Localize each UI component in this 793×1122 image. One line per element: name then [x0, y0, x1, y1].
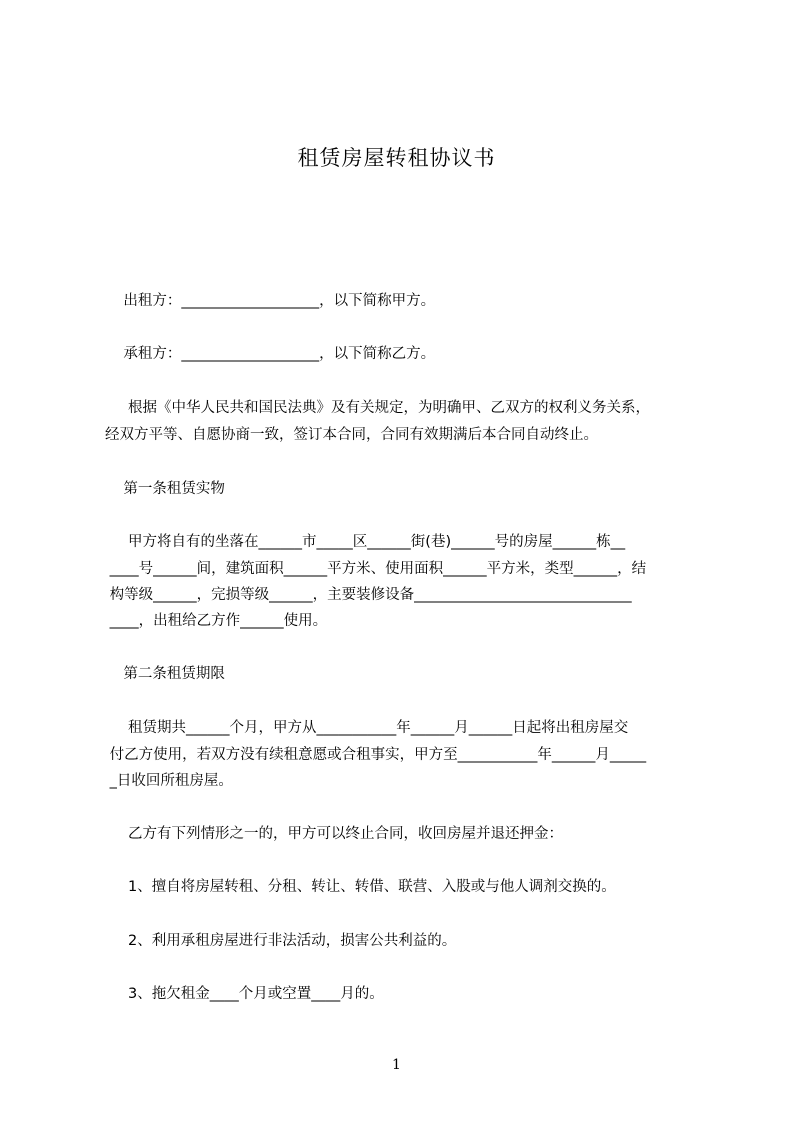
termination-item-2: 2、利用承租房屋进行非法活动，损害公共利益的。 [105, 933, 457, 949]
article-1-line-4: ____，出租给乙方作______使用。 [105, 613, 328, 629]
document-title: 租赁房屋转租协议书 [297, 146, 496, 170]
termination-item-3: 3、拖欠租金____个月或空置____月的。 [105, 986, 384, 1002]
article-1-line-2: ____号______间，建筑面积______平方米、使用面积______平方米，类型______，结 [105, 561, 647, 577]
article-2-line-3: _日收回所租房屋。 [105, 773, 233, 789]
lessee-line: 承租方：___________________，以下简称乙方。 [105, 346, 436, 362]
termination-item-1: 1、擅自将房屋转租、分租、转让、转借、联营、入股或与他人调剂交换的。 [105, 879, 616, 895]
article-2-line-2: 付乙方使用，若双方没有续租意愿或合租事实，甲方至___________年______月_____ [105, 747, 647, 763]
page-number: 1 [392, 1057, 401, 1073]
preamble-line-1: 根据《中华人民共和国民法典》及有关规定，为明确甲、乙双方的权利义务关系， [105, 400, 651, 416]
article-1-line-1: 甲方将自有的坐落在______市_____区______街(巷)______号的房屋______栋__ [105, 534, 626, 550]
lessor-line: 出租方：___________________，以下简称甲方。 [105, 293, 436, 309]
article-2-line-1: 租赁期共______个月，甲方从___________年______月______日起将出租房屋交 [105, 720, 629, 736]
termination-intro: 乙方有下列情形之一的，甲方可以终止合同，收回房屋并退还押金： [105, 826, 564, 842]
article-2-heading: 第二条租赁期限 [105, 666, 225, 682]
article-1-line-3: 构等级______，完损等级______，主要装修设备______________________________ [105, 587, 632, 603]
article-1-heading: 第一条租赁实物 [105, 481, 225, 497]
preamble-line-2: 经双方平等、自愿协商一致，签订本合同，合同有效期满后本合同自动终止。 [105, 427, 598, 443]
